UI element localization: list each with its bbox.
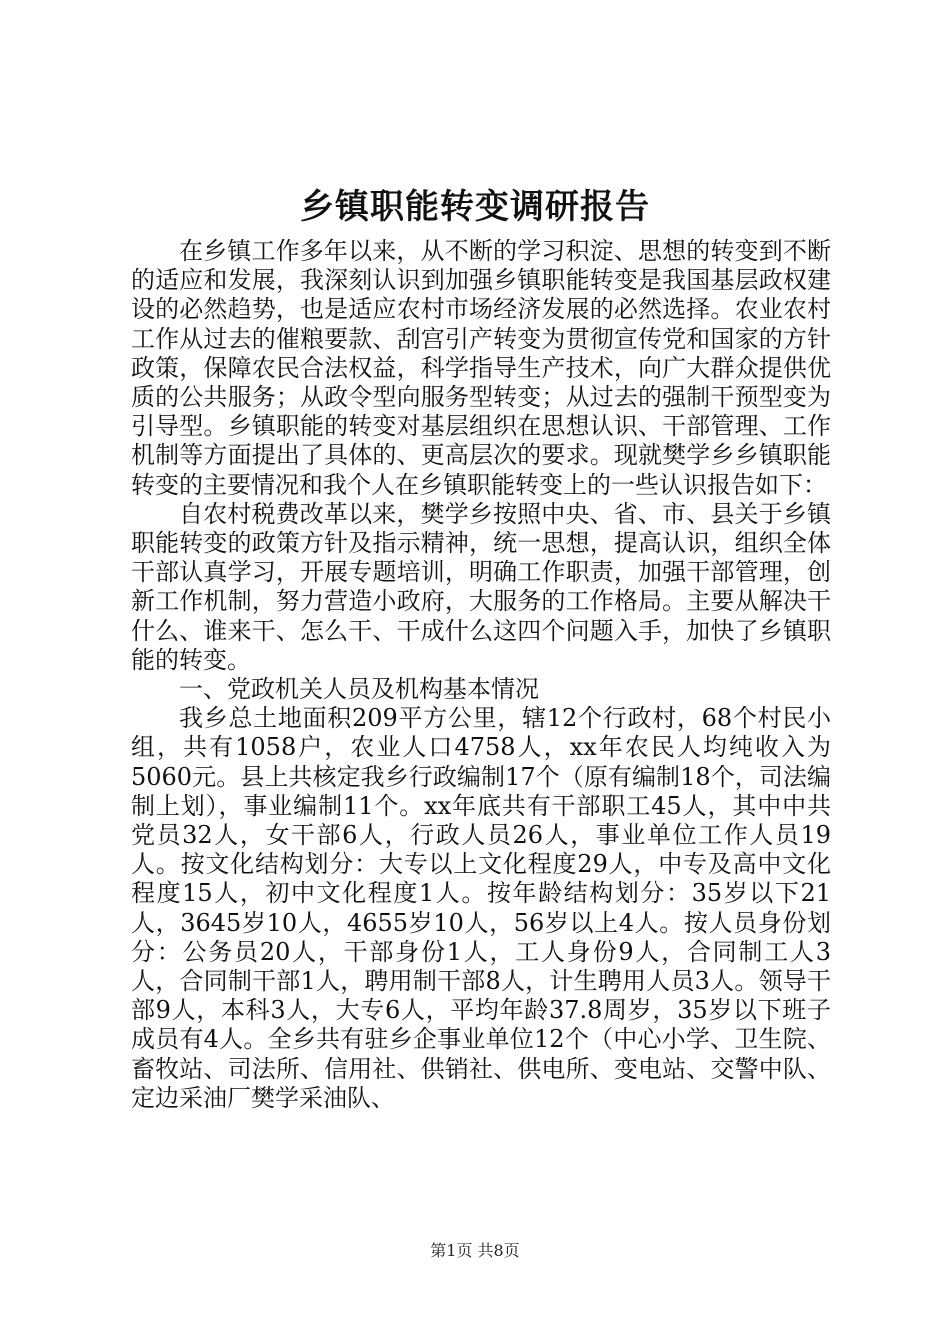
document-body bbox=[131, 237, 831, 1113]
document-title: 乡镇职能转变调研报告 bbox=[300, 187, 650, 227]
section-heading: 一、党政机关人员及机构基本情况 bbox=[179, 675, 539, 704]
paragraph-intro: 在乡镇工作多年以来，从不断的学习积淀、思想的转变到不断的适应和发展，我深刻认识到加强乡镇职能转变是我国基层政权建设的必然趋势，也是适应农村市场经济发展的必然选择。农业农村工作从过去的催粮要款、刮宫引产转变为贯彻宣传党和国家的方针政策，保障农民合法权益，科学指导生产技术，向广大群众提供优质的公共服务；从政令型向服务型转变；从过去的强制干预型变为引导型。乡镇职能的转变对基层组织在思想认识、干部管理、工作机制等方面提出了具体的、更高层次的要求。现就樊学乡乡镇职能转变的主要情况和我个人在乡镇职能转变上的一些认识报告如下： bbox=[131, 237, 831, 499]
paragraph-overview: 自农村税费改革以来，樊学乡按照中央、省、市、县关于乡镇职能转变的政策方针及指示精神，统一思想，提高认识，组织全体干部认真学习，开展专题培训，明确工作职责，加强干部管理，创新工作机制，努力营造小政府，大服务的工作格局。主要从解决干什么、谁来干、怎么干、干成什么这四个问题入手，加快了乡镇职能的转变。 bbox=[131, 499, 831, 674]
paragraph-basic-info: 我乡总土地面积209平方公里，辖12个行政村，68个村民小组，共有1058户，农业人口4758人，xx年农民人均纯收入为5060元。县上共核定我乡行政编制17个（原有编制18个，司法编制上划），事业编制11个。xx年底共有干部职工45人，其中中共党员32人，女干部6人，行政人员26人，事业单位工作人员19人。按文化结构划分：大专以上文化程度29人，中专及高中文化程度15人，初中文化程度1人。按年龄结构划分：35岁以下21人，3645岁10人，4655岁10人，56岁以上4人。按人员身份划分：公务员20人，干部身份1人，工人身份9人，合同制工人3人，合同制干部1人，聘用制干部8人，计生聘用人员3人。领导干部9人，本科3人，大专6人，平均年龄37.8周岁，35岁以下班子成员有4人。全乡共有驻乡企事业单位12个（中心小学、卫生院、畜牧站、司法所、信用社、供销社、供电所、变电站、交警中队、定边采油厂樊学采油队、 bbox=[131, 704, 831, 1112]
page-number: 第1页 共8页 bbox=[430, 1241, 520, 1260]
